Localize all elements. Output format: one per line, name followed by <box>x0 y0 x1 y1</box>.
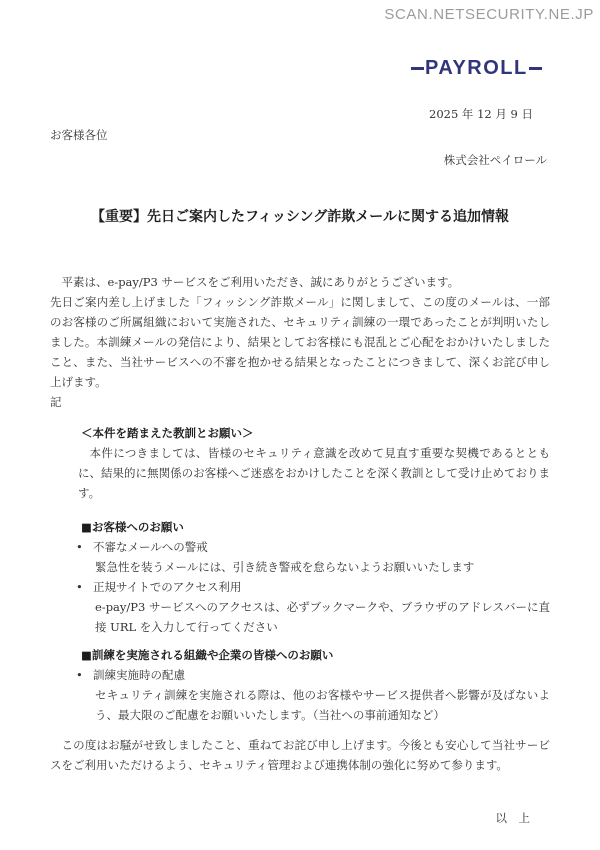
customer-requests-list <box>50 537 550 637</box>
lesson-section-heading: ＜本件を踏まえた教訓とお願い＞ <box>81 426 254 440</box>
org-requests-list <box>50 665 550 725</box>
end-marker: 以 上 <box>495 811 530 825</box>
ki-marker: 記 <box>50 395 62 409</box>
request-title: 訓練実施時の配慮 <box>93 668 185 682</box>
letter-title: 【重要】先日ご案内したフィッシング詐欺メールに関する追加情報 <box>91 209 509 225</box>
closing-paragraph: この度はお騒がせ致しましたこと、重ねてお詫び申し上げます。今後とも安心して当社サービスをご利用いただけるよう、セキュリティ管理および連携体制の強化に努めて参ります。 <box>50 738 550 772</box>
watermark-text: SCAN.NETSECURITY.NE.JP <box>384 6 594 23</box>
org-requests-heading: ■訓練を実施される組織や企業の皆様へのお願い <box>81 648 334 662</box>
letter-sender: 株式会社ペイロール <box>443 153 547 167</box>
bullet-icon: • <box>76 540 83 554</box>
bullet-icon: • <box>76 668 83 682</box>
intro-greeting: 平素は、e-pay/P3 サービスをご利用いただき、誠にありがとうございます。 <box>61 275 460 289</box>
intro-apology: 先日ご案内差し上げました「フィッシング詐欺メール」に関しまして、この度のメールは、一部のお客様のご所属組織において実施された、セキュリティ訓練の一環であったことが判明いたしました。本訓練メールの発信により、結果としてお客様にも混乱とご心配をおかけいたしましたこと、また、当社サービスへの不審を抱かせる結果となったことにつきまして、深くお詫び申し上げます。 <box>50 295 550 389</box>
request-desc: e-pay/P3 サービスへのアクセスは、必ずブックマークや、ブラウザのアドレスバーに直接 URL を入力して行ってください <box>95 600 550 634</box>
logo-wordmark: PAYROLL <box>425 57 528 79</box>
request-title: 正規サイトでのアクセス利用 <box>93 580 242 594</box>
intro-section <box>50 272 550 412</box>
bullet-icon: • <box>76 580 83 594</box>
request-desc: 緊急性を装うメールには、引き続き警戒を怠らないようお願いいたします <box>95 560 475 574</box>
list-item <box>76 665 550 725</box>
letter-recipient: お客様各位 <box>50 128 108 142</box>
letter-date: 2025 年 12 月 9 日 <box>429 107 533 121</box>
request-desc: セキュリティ訓練を実施される際は、他のお客様やサービス提供者へ影響が及ばないよう、最大限のご配慮をお願いいたします。（当社への事前通知など） <box>95 688 550 722</box>
customer-requests-heading: ■お客様へのお願い <box>81 520 184 534</box>
request-title: 不審なメールへの警戒 <box>93 540 208 554</box>
list-item <box>76 577 550 637</box>
lesson-section-body: 本件につきましては、皆様のセキュリティ意識を改めて見直す重要な契機であるとともに、結果的に無関係のお客様へご迷惑をおかけしたことを深く教訓として受け止めております。 <box>78 446 550 500</box>
list-item <box>76 537 550 577</box>
